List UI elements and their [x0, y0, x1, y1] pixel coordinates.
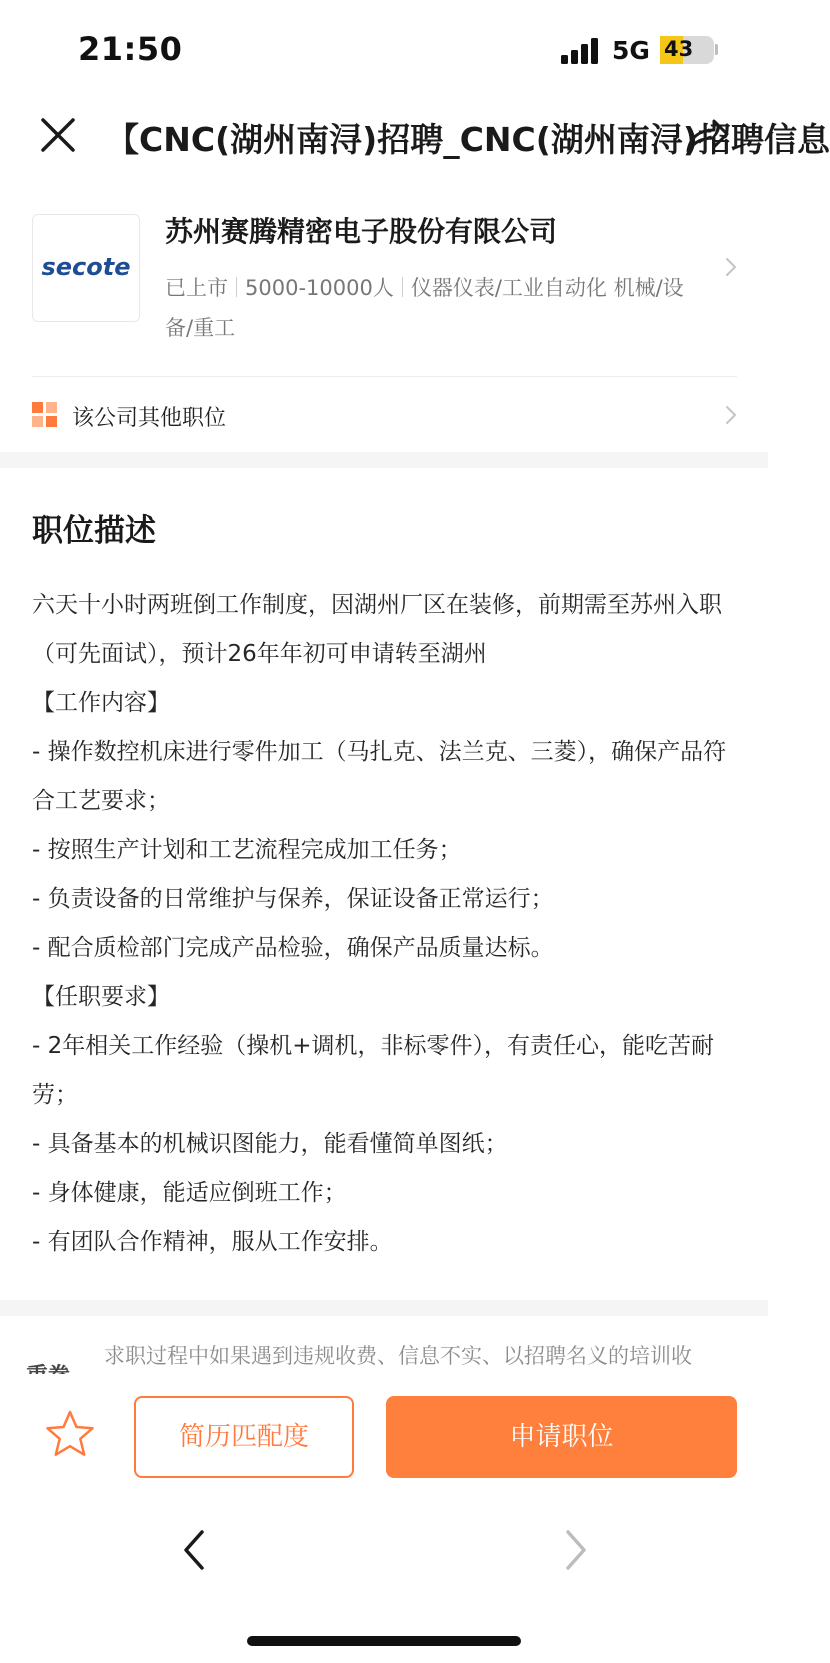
desc-line: - 身体健康，能适应倒班工作； — [32, 1180, 347, 1206]
share-icon[interactable] — [684, 115, 730, 157]
company-logo-text: secote — [41, 253, 131, 281]
apply-button[interactable]: 申请职位 — [386, 1396, 737, 1478]
desc-line: - 负责设备的日常维护与保养，保证设备正常运行； — [32, 886, 554, 912]
meta-separator — [402, 277, 403, 297]
forward-arrow-icon — [562, 1528, 590, 1572]
job-description — [32, 581, 732, 1267]
company-industry: 仪器仪表/工业自动化 机械/设备/重工 — [165, 276, 684, 340]
resume-match-button[interactable]: 简历匹配度 — [134, 1396, 354, 1478]
company-size: 5000-10000人 — [245, 276, 394, 300]
company-meta — [165, 268, 685, 348]
close-icon[interactable] — [38, 115, 78, 155]
battery-level: 43 — [664, 37, 694, 61]
star-icon[interactable] — [44, 1409, 96, 1459]
signal-icon — [561, 38, 601, 64]
desc-line: 【工作内容】 — [32, 690, 170, 716]
other-jobs-row[interactable] — [0, 385, 768, 445]
company-listing: 已上市 — [165, 276, 228, 300]
chevron-right-icon[interactable] — [724, 256, 738, 278]
battery-tip — [715, 44, 718, 55]
desc-line: - 操作数控机床进行零件加工（马扎克、法兰克、三菱），确保产品符合工艺要求； — [32, 739, 727, 814]
status-time: 21:50 — [78, 30, 183, 68]
home-indicator — [247, 1636, 521, 1646]
meta-separator — [236, 277, 237, 297]
other-jobs-label: 该公司其他职位 — [72, 406, 227, 431]
chevron-right-icon — [724, 404, 738, 426]
network-type: 5G — [612, 36, 650, 65]
section-gap — [0, 1300, 768, 1316]
desc-line: - 2年相关工作经验（操机+调机，非标零件），有责任心，能吃苦耐劳； — [32, 1033, 715, 1108]
grid-icon — [32, 402, 58, 428]
section-title: 职位描述 — [32, 513, 156, 549]
desc-line: - 配合质检部门完成产品检验，确保产品质量达标。 — [32, 935, 554, 961]
desc-line: - 按照生产计划和工艺流程完成加工任务； — [32, 837, 462, 863]
back-arrow-icon[interactable] — [180, 1528, 208, 1572]
battery-icon — [660, 36, 714, 64]
section-gap — [0, 452, 768, 468]
desc-line: 六天十小时两班倒工作制度，因湖州厂区在装修，前期需至苏州入职（可先面试），预计26年年初可申请转至湖州 — [32, 592, 722, 667]
desc-line: 【任职要求】 — [32, 984, 170, 1010]
company-logo[interactable] — [32, 214, 140, 322]
divider — [32, 376, 737, 377]
page-title: 【CNC(湖州南浔)招聘_CNC(湖州南浔)招聘信息 — [106, 120, 830, 159]
company-name[interactable]: 苏州赛腾精密电子股份有限公司 — [165, 215, 558, 248]
desc-line: - 具备基本的机械识图能力，能看懂简单图纸； — [32, 1131, 508, 1157]
desc-line: - 有团队合作精神，服从工作安排。 — [32, 1229, 393, 1255]
notice-text: 求职过程中如果遇到违规收费、信息不实、以招聘名义的培训收 — [104, 1344, 692, 1368]
